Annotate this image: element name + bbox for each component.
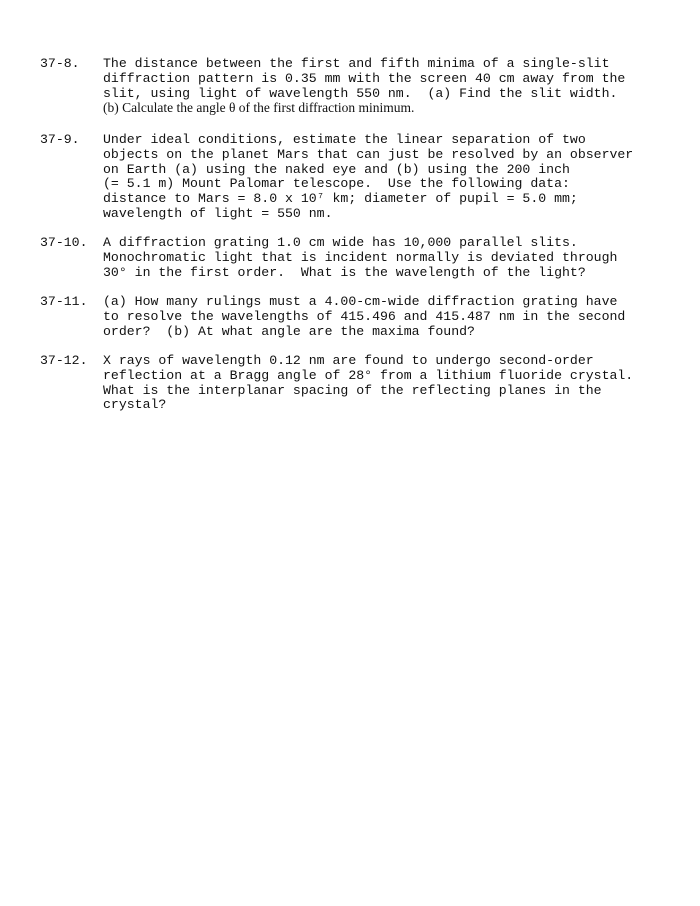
- problem-line: X rays of wavelength 0.12 nm are found to undergo second-order: [103, 353, 594, 368]
- problem-line: wavelength of light = 550 nm.: [103, 205, 333, 221]
- problem-text: [103, 236, 663, 280]
- problem-number: 37-8.: [40, 56, 80, 71]
- problem-line: slit, using light of wavelength 550 nm. (a) Find the slit width.: [103, 85, 618, 101]
- problem-number: 37-10.: [40, 235, 88, 250]
- problem-text: [103, 57, 663, 116]
- problem-number: 37-12.: [40, 353, 88, 368]
- problem-text: [103, 295, 663, 339]
- problem-line: (a) How many rulings must a 4.00-cm-wide diffraction grating have: [103, 294, 618, 309]
- problem-text: [103, 354, 663, 413]
- problem-text: [103, 133, 663, 222]
- problem-line: reflection at a Bragg angle of 28° from a lithium fluoride crystal.: [103, 367, 634, 383]
- problem-line: What is the interplanar spacing of the reflecting planes in the: [103, 382, 602, 398]
- problem-line: Under ideal conditions, estimate the linear separation of two: [103, 132, 586, 147]
- problem-number: 37-11.: [40, 294, 88, 309]
- problem-line: crystal?: [103, 397, 167, 413]
- problem-line: A diffraction grating 1.0 cm wide has 10,000 parallel slits.: [103, 235, 578, 250]
- problem-line: distance to Mars = 8.0 x 10⁷ km; diameter of pupil = 5.0 mm;: [103, 191, 578, 207]
- problem-line: diffraction pattern is 0.35 mm with the screen 40 cm away from the: [103, 70, 626, 86]
- problem-line: 30° in the first order. What is the wavelength of the light?: [103, 264, 586, 280]
- problem-number: 37-9.: [40, 132, 80, 147]
- problem-line: on Earth (a) using the naked eye and (b) using the 200 inch: [103, 161, 570, 177]
- problem-line: (b) Calculate the angle θ of the first diffraction minimum.: [103, 100, 415, 116]
- problem-line: Monochromatic light that is incident normally is deviated through: [103, 249, 618, 265]
- problem-line: to resolve the wavelengths of 415.496 and 415.487 nm in the second: [103, 308, 626, 324]
- problem-line: order? (b) At what angle are the maxima found?: [103, 323, 475, 339]
- problem-line: objects on the planet Mars that can just be resolved by an observer: [103, 146, 634, 162]
- problem-line: The distance between the first and fifth minima of a single-slit: [103, 56, 610, 71]
- problem-line: (= 5.1 m) Mount Palomar telescope. Use the following data:: [103, 176, 570, 192]
